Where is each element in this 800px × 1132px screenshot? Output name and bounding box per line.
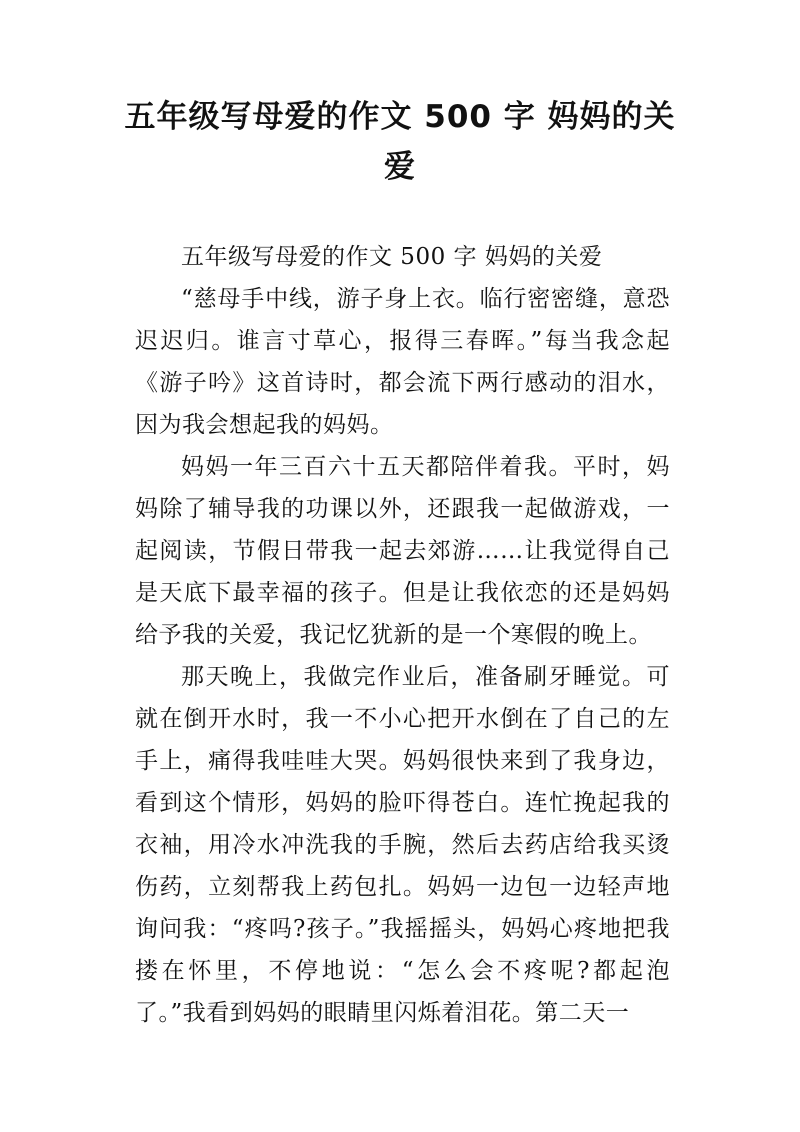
paragraph-daily-care: 妈妈一年三百六十五天都陪伴着我。平时，妈妈除了辅导我的功课以外，还跟我一起做游戏，一起阅读，节假日带我一起去郊游……让我觉得自己是天底下最幸福的孩子。但是让我依恋的还是妈妈给予我的关爱，我记忆犹新的是一个寒假的晚上。	[135, 454, 670, 648]
document-title: 五年级写母爱的作文 500 字 妈妈的关爱	[124, 99, 676, 185]
paragraph-burn-incident: 那天晚上，我做完作业后，准备刷牙睡觉。可就在倒开水时，我一不小心把开水倒在了自己的左手上，痛得我哇哇大哭。妈妈很快来到了我身边，看到这个情形，妈妈的脸吓得苍白。连忙挽起我的衣袖，用冷水冲洗我的手腕，然后去药店给我买烫伤药，立刻帮我上药包扎。妈妈一边包一边轻声地询问我：“疼吗?孩子。”我摇摇头，妈妈心疼地把我搂在怀里，不停地说：“怎么会不疼呢?都起泡了。”我看到妈妈的眼睛里闪烁着泪花。第二天一	[135, 664, 670, 1026]
paragraph-poem: “慈母手中线，游子身上衣。临行密密缝，意恐迟迟归。谁言寸草心，报得三春晖。”每当我念起《游子吟》这首诗时，都会流下两行感动的泪水，因为我会想起我的妈妈。	[135, 286, 670, 438]
document-body	[135, 236, 670, 1034]
paragraph-subtitle: 五年级写母爱的作文 500 字 妈妈的关爱	[181, 244, 603, 270]
